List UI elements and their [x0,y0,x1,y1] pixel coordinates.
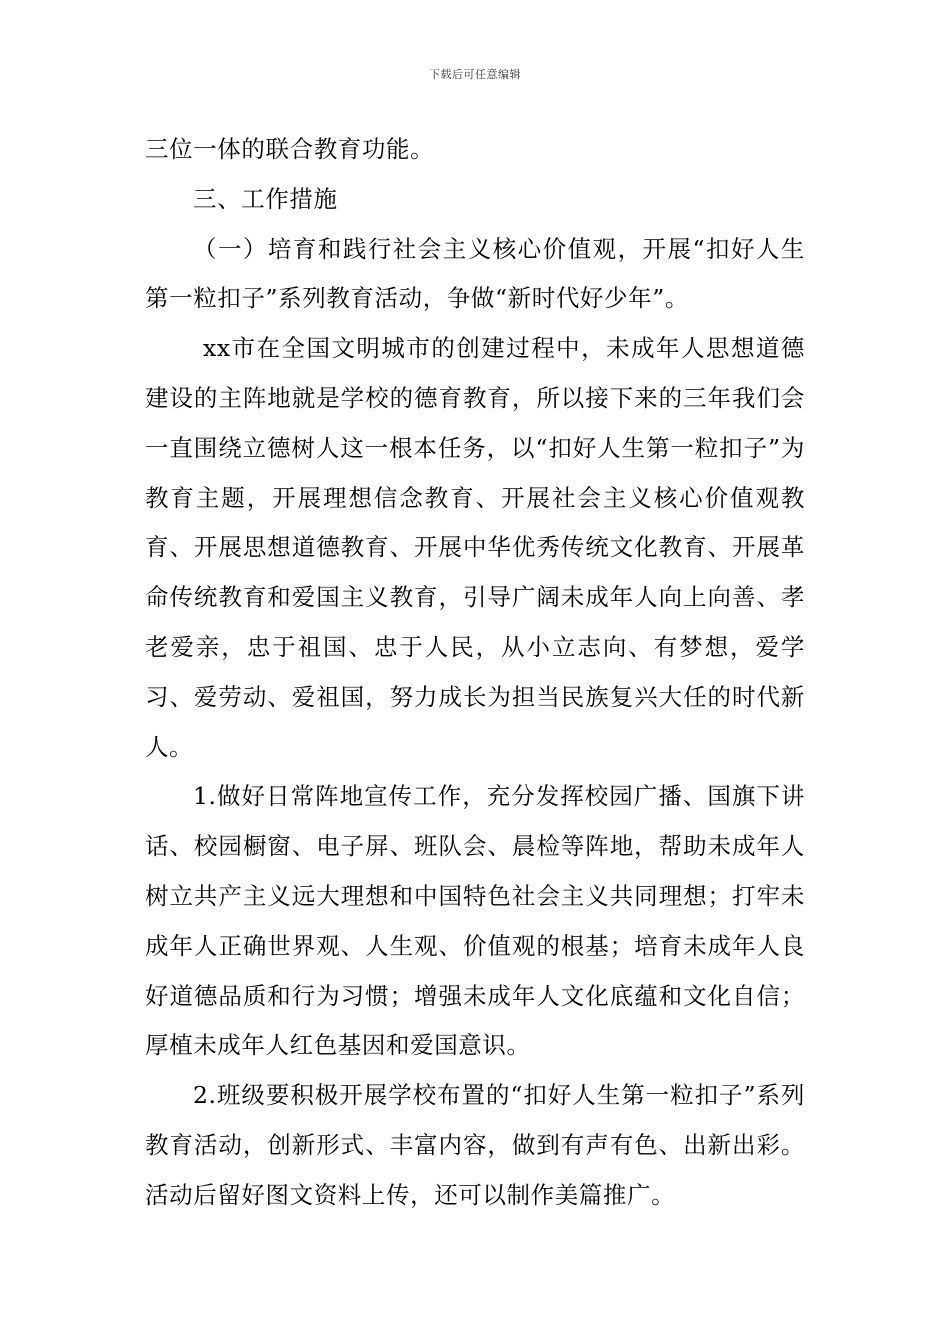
paragraph-item-1: 1.做好日常阵地宣传工作，充分发挥校园广播、国旗下讲话、校园橱窗、电子屏、班队会、晨检等阵地，帮助未成年人树立共产主义远大理想和中国特色社会主义共同理想；打牢未成年人正确世界观、人生观、价值观的根基；培育未成年人良好道德品质和行为习惯；增强未成年人文化底蕴和文化自信；厚植未成年人红色基因和爱国意识。 [145,782,805,1060]
paragraph-item-2: 2.班级要积极开展学校布置的“扣好人生第一粒扣子”系列教育活动，创新形式、丰富内容，做到有声有色、出新出彩。活动后留好图文资料上传，还可以制作美篇推广。 [145,1081,805,1209]
paragraph-overview: xx市在全国文明城市的创建过程中，未成年人思想道德建设的主阵地就是学校的德育教育，所以接下来的三年我们会一直围绕立德树人这一根本任务，以“扣好人生第一粒扣子”为教育主题，开展理想信念教育、开展社会主义核心价值观教育、开展思想道德教育、开展中华优秀传统文化教育、开展革命传统教育和爱国主义教育，引导广阔未成年人向上向善、孝老爱亲，忠于祖国、忠于人民，从小立志向、有梦想，爱学习、爱劳动、爱祖国，努力成长为担当民族复兴大任的时代新人。 [145,334,805,761]
subsection-heading-1: （一）培育和践行社会主义核心价值观，开展“扣好人生第一粒扣子”系列教育活动，争做“新时代好少年”。 [145,234,805,313]
document-body [145,125,805,1221]
page-header-note: 下载后可任意编辑 [429,68,521,81]
section-heading-measures: 三、工作措施 [193,184,338,213]
paragraph-continuation: 三位一体的联合教育功能。 [145,135,435,163]
